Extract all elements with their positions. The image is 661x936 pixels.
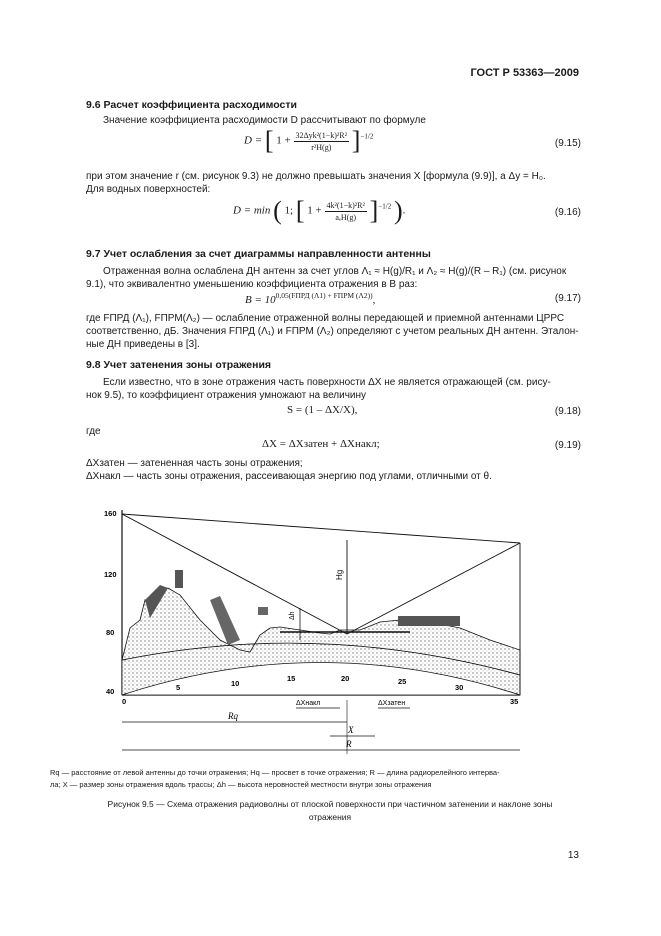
eq-number-9-15: (9.15) bbox=[554, 138, 581, 149]
y-tick: 40 bbox=[106, 687, 115, 696]
direct-ray bbox=[122, 514, 520, 543]
formula-9-17: $B = 10^{0,05(FПРД (\Lambda 1) + FПРМ (\Lambda 2))}$, bbox=[245, 291, 376, 306]
x-tick: 35 bbox=[510, 697, 519, 706]
formula-9-15: D = [ 1 + $\frac{\text{32Δyk²(1−k)²R²}}{\text{r²H(g)}}$ ]$^{-1/2}$ bbox=[244, 126, 374, 155]
figure-caption-line1: Рисунок 9.5 — Схема отражения радиоволны от плоской поверхности при частичном затенении и наклоне зоны bbox=[107, 799, 553, 809]
dx-nakl-label: ΔXнакл bbox=[296, 700, 321, 707]
figure-legend-line1: Rq — расстояние от левой антенны до точки отражения; Hq — просвет в точке отражения; R — длина радиорелейного интерва- bbox=[50, 768, 500, 777]
s96-note2: Для водных поверхностей: bbox=[86, 184, 211, 195]
rq-label: Rq bbox=[228, 711, 238, 721]
x-tick: 5 bbox=[176, 683, 181, 692]
eq-number-9-16: (9.16) bbox=[554, 207, 581, 218]
x-tick: 0 bbox=[122, 697, 127, 706]
figure-legend-line2: ла; X — размер зоны отражения вдоль трассы; Δh — высота неровностей местности внутри зоны отражения bbox=[50, 780, 432, 789]
y-tick: 80 bbox=[106, 628, 115, 637]
s98-where: где bbox=[86, 426, 101, 437]
figure-9-5 bbox=[100, 500, 540, 760]
section-9-7-title: 9.7 Учет ослабления за счет диаграммы направленности антенны bbox=[86, 248, 431, 260]
section-9-8-title: 9.8 Учет затенения зоны отражения bbox=[86, 359, 272, 371]
x-tick: 15 bbox=[287, 674, 296, 683]
building-2 bbox=[258, 607, 268, 615]
section-9-6-title: 9.6 Расчет коэффициента расходимости bbox=[86, 99, 297, 111]
figure-caption-line2: отражения bbox=[308, 812, 352, 822]
s98-line2: нок 9.5), то коэффициент отражения умножают на величину bbox=[86, 390, 367, 401]
document-header: ГОСТ Р 53363—2009 bbox=[470, 67, 579, 79]
s98-def2: ΔXнакл — часть зоны отражения, рассеивающая энергию под углами, отличными от θ. bbox=[86, 471, 492, 482]
s96-note1: при этом значение r (см. рисунок 9.3) не должно превышать значения X [формула (9.9)], а Δy = H₀. bbox=[86, 171, 546, 182]
eq-number-9-17: (9.17) bbox=[554, 293, 581, 304]
s96-intro: Значение коэффициента расходимости D рассчитывают по формуле bbox=[103, 115, 426, 126]
dh-label: Δh bbox=[289, 611, 296, 620]
eq-number-9-18: (9.18) bbox=[554, 406, 581, 417]
building-1 bbox=[175, 570, 183, 588]
s98-def1: ΔXзатен — затененная часть зоны отражения; bbox=[86, 458, 303, 469]
dx-zaten-label: ΔXзатен bbox=[378, 700, 406, 707]
x-tick: 10 bbox=[231, 679, 240, 688]
x-tick: 20 bbox=[341, 674, 350, 683]
s97-line2: 9.1), что эквивалентно уменьшению коэффициента отражения в B раз: bbox=[86, 279, 418, 290]
r-label: R bbox=[346, 739, 352, 749]
y-tick: 160 bbox=[104, 509, 117, 518]
formula-9-18: S = (1 – ΔX/X), bbox=[287, 404, 358, 416]
page-number: 13 bbox=[567, 850, 579, 861]
x-tick: 25 bbox=[398, 677, 407, 686]
formula-9-19: ΔX = ΔXзатен + ΔXнакл; bbox=[262, 438, 380, 450]
x-tick: 30 bbox=[455, 683, 464, 692]
s97-line5: ные ДН приведены в [3]. bbox=[86, 339, 200, 350]
s97-line1: Отраженная волна ослаблена ДН антенн за счет углов Λ₁ ≈ H(g)/R₁ и Λ₂ ≈ H(g)/(R – R₁) (см. рисунок bbox=[103, 266, 567, 277]
y-tick: 120 bbox=[104, 570, 117, 579]
s97-line4: соответственно, дБ. Значения FПРД (Λ₁) и FПРМ (Λ₂) определяют с учетом реальных ДН антенн. Эталон- bbox=[86, 326, 579, 337]
x-label: X bbox=[348, 725, 354, 735]
eq-number-9-19: (9.19) bbox=[554, 440, 581, 451]
s98-line1: Если известно, что в зоне отражения часть поверхности ΔX не является отражающей (см. рису- bbox=[103, 377, 551, 388]
hg-label: Hg bbox=[335, 569, 344, 580]
s97-line3: где FПРД (Λ₁), FПРМ(Λ₂) — ослабление отраженной волны передающей и приемной антеннами ЦРРС bbox=[86, 313, 565, 324]
formula-9-16: D = min ( 1; [ 1 + $\frac{\text{4k²(1−k)²R²}}{\text{aₑH(g)}}$ ]$^{-1/2}$ ). bbox=[233, 196, 406, 225]
building-3 bbox=[398, 616, 460, 626]
